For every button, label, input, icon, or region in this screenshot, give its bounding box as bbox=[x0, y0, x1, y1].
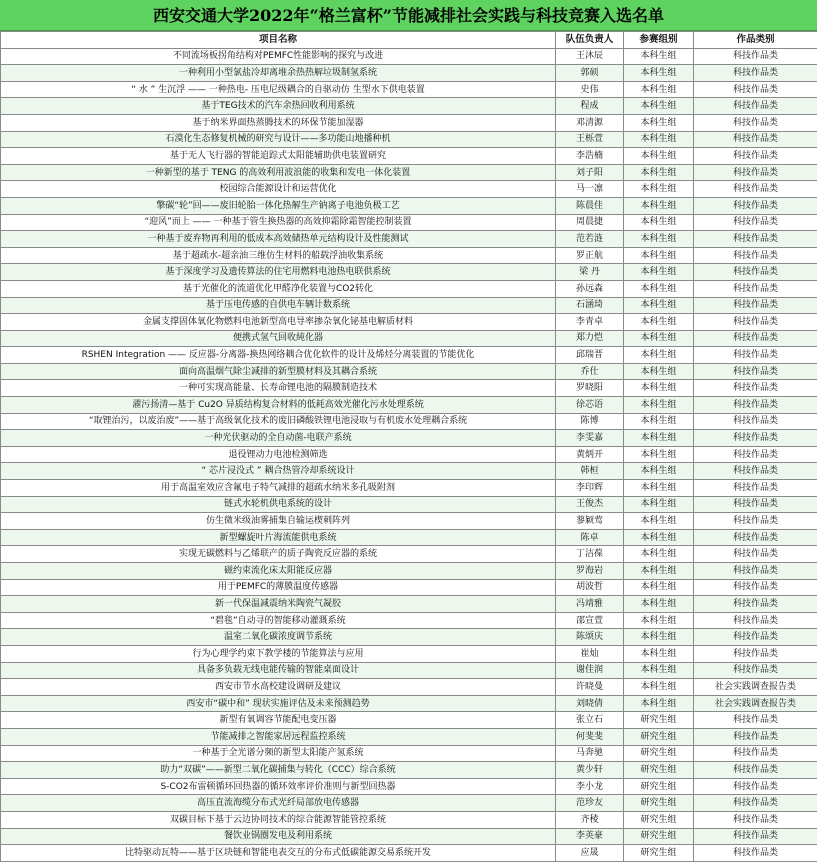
table-row bbox=[1, 463, 817, 480]
group-cell: 本科生组 bbox=[624, 596, 694, 613]
table-row bbox=[1, 563, 817, 580]
project-name-cell: 新一代保温减震纳米陶瓷气凝胶 bbox=[1, 596, 556, 613]
project-name-cell: 西安市节水高校建设调研及建议 bbox=[1, 679, 556, 696]
category-cell: 科技作品类 bbox=[694, 247, 817, 264]
category-cell: 科技作品类 bbox=[694, 413, 817, 430]
group-cell: 研究生组 bbox=[624, 778, 694, 795]
group-cell: 本科生组 bbox=[624, 247, 694, 264]
group-cell: 本科生组 bbox=[624, 380, 694, 397]
category-cell: 科技作品类 bbox=[694, 197, 817, 214]
project-name-cell: “ 芯片浸没式 ” 耦合热管冷却系统设计 bbox=[1, 463, 556, 480]
project-name-cell: 新型有氧调容节能配电变压器 bbox=[1, 712, 556, 729]
category-cell: 科技作品类 bbox=[694, 629, 817, 646]
category-cell: 社会实践调查报告类 bbox=[694, 695, 817, 712]
group-cell: 本科生组 bbox=[624, 330, 694, 347]
group-cell: 本科生组 bbox=[624, 695, 694, 712]
team-leader-cell: 程成 bbox=[556, 98, 624, 115]
category-cell: 科技作品类 bbox=[694, 463, 817, 480]
project-name-cell: 一种基于全光谱分频的新型太阳能产氢系统 bbox=[1, 745, 556, 762]
category-cell: 科技作品类 bbox=[694, 65, 817, 82]
project-name-cell: 具备多负载无线电能传输的智能桌面设计 bbox=[1, 662, 556, 679]
category-cell: 科技作品类 bbox=[694, 596, 817, 613]
category-cell: 科技作品类 bbox=[694, 446, 817, 463]
table-row bbox=[1, 380, 817, 397]
category-cell: 科技作品类 bbox=[694, 314, 817, 331]
team-leader-cell: 李青卓 bbox=[556, 314, 624, 331]
category-cell: 科技作品类 bbox=[694, 330, 817, 347]
project-name-cell: 一种利用小型氯盐冷却离堆余热热解垃圾制氢系统 bbox=[1, 65, 556, 82]
project-name-cell: 不同流场板拐角结构对PEMFC性能影响的探究与改进 bbox=[1, 48, 556, 65]
table-row bbox=[1, 148, 817, 165]
group-cell: 本科生组 bbox=[624, 148, 694, 165]
group-cell: 本科生组 bbox=[624, 231, 694, 248]
project-name-cell: 校园综合能源设计和运营优化 bbox=[1, 181, 556, 198]
project-name-cell: 双碳目标下基于云边协同技术的综合能源智能管控系统 bbox=[1, 811, 556, 828]
category-cell: 科技作品类 bbox=[694, 645, 817, 662]
category-cell: 科技作品类 bbox=[694, 513, 817, 530]
team-leader-cell: 刘子阳 bbox=[556, 164, 624, 181]
table-body bbox=[1, 48, 817, 861]
team-leader-cell: 邱瑞晋 bbox=[556, 347, 624, 364]
category-cell: 科技作品类 bbox=[694, 297, 817, 314]
group-cell: 本科生组 bbox=[624, 513, 694, 530]
table-row bbox=[1, 811, 817, 828]
table-row bbox=[1, 662, 817, 679]
sheet-title: 西安交通大学2022年“格兰富杯”节能减排社会实践与科技竞赛入选名单 bbox=[0, 0, 817, 31]
category-cell: 科技作品类 bbox=[694, 811, 817, 828]
table-row bbox=[1, 297, 817, 314]
category-cell: 科技作品类 bbox=[694, 496, 817, 513]
team-leader-cell: 胡波哲 bbox=[556, 579, 624, 596]
team-leader-cell: 刘晓倩 bbox=[556, 695, 624, 712]
table-row bbox=[1, 81, 817, 98]
group-cell: 本科生组 bbox=[624, 496, 694, 513]
header-category: 作品类别 bbox=[694, 32, 817, 49]
team-leader-cell: 冯靖雅 bbox=[556, 596, 624, 613]
group-cell: 本科生组 bbox=[624, 546, 694, 563]
category-cell: 科技作品类 bbox=[694, 380, 817, 397]
project-name-cell: 温室二氧化碳浓度调节系统 bbox=[1, 629, 556, 646]
team-leader-cell: 罗正航 bbox=[556, 247, 624, 264]
category-cell: 科技作品类 bbox=[694, 762, 817, 779]
category-cell: 科技作品类 bbox=[694, 131, 817, 148]
team-leader-cell: 黄炳开 bbox=[556, 446, 624, 463]
table-row bbox=[1, 231, 817, 248]
project-name-cell: RSHEN Integration —— 反应器-分离器-换热网络耦合优化软件的设计及烯烃分离装置的节能优化 bbox=[1, 347, 556, 364]
table-row bbox=[1, 513, 817, 530]
project-name-cell: 链式水轮机供电系统的设计 bbox=[1, 496, 556, 513]
table-row bbox=[1, 579, 817, 596]
team-leader-cell: 马奔驰 bbox=[556, 745, 624, 762]
table-row bbox=[1, 181, 817, 198]
category-cell: 科技作品类 bbox=[694, 828, 817, 845]
table-row bbox=[1, 314, 817, 331]
team-leader-cell: 李雯嘉 bbox=[556, 430, 624, 447]
project-name-cell: “碧毯”自动寻的智能移动灌溉系统 bbox=[1, 612, 556, 629]
category-cell: 科技作品类 bbox=[694, 347, 817, 364]
project-name-cell: 比特驱动瓦特——基于区块链和智能电表交互的分布式低碳能源交易系统开发 bbox=[1, 845, 556, 862]
group-cell: 本科生组 bbox=[624, 430, 694, 447]
project-name-cell: 磁约束流化床太阳能反应器 bbox=[1, 563, 556, 580]
category-cell: 科技作品类 bbox=[694, 712, 817, 729]
project-name-cell: 基于光催化的流道优化甲醛净化装置与CO2转化 bbox=[1, 280, 556, 297]
header-row bbox=[1, 32, 817, 49]
category-cell: 科技作品类 bbox=[694, 114, 817, 131]
group-cell: 研究生组 bbox=[624, 828, 694, 845]
group-cell: 研究生组 bbox=[624, 728, 694, 745]
team-leader-cell: 李印辉 bbox=[556, 480, 624, 497]
team-leader-cell: 梁 丹 bbox=[556, 264, 624, 281]
project-name-cell: 基于超疏水-超亲油三维仿生材料的船载浮油收集系统 bbox=[1, 247, 556, 264]
team-leader-cell: 齐稜 bbox=[556, 811, 624, 828]
table-row bbox=[1, 845, 817, 862]
group-cell: 本科生组 bbox=[624, 131, 694, 148]
group-cell: 本科生组 bbox=[624, 463, 694, 480]
category-cell: 科技作品类 bbox=[694, 745, 817, 762]
category-cell: 科技作品类 bbox=[694, 845, 817, 862]
team-leader-cell: 郭硕 bbox=[556, 65, 624, 82]
project-name-cell: 基于无人飞行器的智能追踪式太阳能辅助供电装置研究 bbox=[1, 148, 556, 165]
project-name-cell: 基于压电传感的自供电车辆计数系统 bbox=[1, 297, 556, 314]
category-cell: 科技作品类 bbox=[694, 48, 817, 65]
project-name-cell: 石漠化生态修复机械的研究与设计——多功能山地播种机 bbox=[1, 131, 556, 148]
project-name-cell: 一种光伏驱动的全自动菌-电联产系统 bbox=[1, 430, 556, 447]
header-project-name: 项目名称 bbox=[1, 32, 556, 49]
table-row bbox=[1, 480, 817, 497]
table-row bbox=[1, 712, 817, 729]
team-leader-cell: 陈颂庆 bbox=[556, 629, 624, 646]
project-name-cell: 仿生微米级油雾捕集自输运楔刺阵列 bbox=[1, 513, 556, 530]
project-name-cell: 用于高温室效应含氟电子特气减排的超疏水纳米多孔吸附剂 bbox=[1, 480, 556, 497]
team-leader-cell: 孙远森 bbox=[556, 280, 624, 297]
table-row bbox=[1, 745, 817, 762]
table-row bbox=[1, 397, 817, 414]
group-cell: 研究生组 bbox=[624, 795, 694, 812]
table-row bbox=[1, 762, 817, 779]
table-row bbox=[1, 197, 817, 214]
project-name-cell: 助力“双碳”——新型二氧化碳捕集与转化（CCC）综合系统 bbox=[1, 762, 556, 779]
project-name-cell: 面向高温烟气除尘减排的新型膜材料及其耦合系统 bbox=[1, 363, 556, 380]
team-leader-cell: 罗海岩 bbox=[556, 563, 624, 580]
team-leader-cell: 陈晨佳 bbox=[556, 197, 624, 214]
table-row bbox=[1, 347, 817, 364]
category-cell: 科技作品类 bbox=[694, 778, 817, 795]
group-cell: 本科生组 bbox=[624, 446, 694, 463]
team-leader-cell: 周晨捷 bbox=[556, 214, 624, 231]
category-cell: 科技作品类 bbox=[694, 397, 817, 414]
category-cell: 科技作品类 bbox=[694, 98, 817, 115]
project-name-cell: 用于PEMFC的薄膜温度传感器 bbox=[1, 579, 556, 596]
team-leader-cell: 罗晓阳 bbox=[556, 380, 624, 397]
group-cell: 本科生组 bbox=[624, 645, 694, 662]
group-cell: 研究生组 bbox=[624, 745, 694, 762]
team-leader-cell: 范珍友 bbox=[556, 795, 624, 812]
table-row bbox=[1, 629, 817, 646]
table-row bbox=[1, 496, 817, 513]
project-name-cell: 基于深度学习及遗传算法的住宅用燃料电池热电联供系统 bbox=[1, 264, 556, 281]
table-row bbox=[1, 828, 817, 845]
category-cell: 科技作品类 bbox=[694, 662, 817, 679]
team-leader-cell: 陈博 bbox=[556, 413, 624, 430]
category-cell: 科技作品类 bbox=[694, 795, 817, 812]
group-cell: 本科生组 bbox=[624, 48, 694, 65]
team-leader-cell: 马一凛 bbox=[556, 181, 624, 198]
project-name-cell: 高压直流海缆分布式光纤局部放电传感器 bbox=[1, 795, 556, 812]
group-cell: 本科生组 bbox=[624, 679, 694, 696]
table-row bbox=[1, 247, 817, 264]
table-row bbox=[1, 280, 817, 297]
category-cell: 科技作品类 bbox=[694, 164, 817, 181]
team-leader-cell: 许晓曼 bbox=[556, 679, 624, 696]
category-cell: 科技作品类 bbox=[694, 363, 817, 380]
table-row bbox=[1, 114, 817, 131]
team-leader-cell: 谢佳润 bbox=[556, 662, 624, 679]
table-row bbox=[1, 795, 817, 812]
project-name-cell: 一种新型的基于 TENG 的高效利用波浪能的收集和发电一体化装置 bbox=[1, 164, 556, 181]
category-cell: 科技作品类 bbox=[694, 214, 817, 231]
table-row bbox=[1, 264, 817, 281]
category-cell: 科技作品类 bbox=[694, 148, 817, 165]
project-name-cell: 节能减排之智能家居远程监控系统 bbox=[1, 728, 556, 745]
table-row bbox=[1, 65, 817, 82]
results-table bbox=[0, 31, 817, 862]
group-cell: 本科生组 bbox=[624, 280, 694, 297]
project-name-cell: S-CO2布雷顿循环回热器的循环效率评价准则与新型回热器 bbox=[1, 778, 556, 795]
category-cell: 科技作品类 bbox=[694, 529, 817, 546]
team-leader-cell: 邵宣萱 bbox=[556, 612, 624, 629]
team-leader-cell: 王俊杰 bbox=[556, 496, 624, 513]
group-cell: 本科生组 bbox=[624, 363, 694, 380]
team-leader-cell: 何斐斐 bbox=[556, 728, 624, 745]
group-cell: 本科生组 bbox=[624, 629, 694, 646]
team-leader-cell: 邓清源 bbox=[556, 114, 624, 131]
group-cell: 本科生组 bbox=[624, 214, 694, 231]
table-row bbox=[1, 430, 817, 447]
team-leader-cell: 乔仕 bbox=[556, 363, 624, 380]
project-name-cell: “取锂治污，以废治废”——基于高级氧化技术的废旧磷酸铁锂电池浸取与有机废水处理耦合系统 bbox=[1, 413, 556, 430]
category-cell: 科技作品类 bbox=[694, 231, 817, 248]
team-leader-cell: 史伟 bbox=[556, 81, 624, 98]
table-row bbox=[1, 546, 817, 563]
category-cell: 科技作品类 bbox=[694, 612, 817, 629]
team-leader-cell: 李浩楠 bbox=[556, 148, 624, 165]
team-leader-cell: 陈卓 bbox=[556, 529, 624, 546]
project-name-cell: 基于TEG技术的汽车余热回收利用系统 bbox=[1, 98, 556, 115]
team-leader-cell: 崔灿 bbox=[556, 645, 624, 662]
group-cell: 本科生组 bbox=[624, 529, 694, 546]
group-cell: 本科生组 bbox=[624, 114, 694, 131]
table-row bbox=[1, 778, 817, 795]
team-leader-cell: 王沐辰 bbox=[556, 48, 624, 65]
table-row bbox=[1, 98, 817, 115]
category-cell: 科技作品类 bbox=[694, 563, 817, 580]
group-cell: 本科生组 bbox=[624, 579, 694, 596]
group-cell: 本科生组 bbox=[624, 397, 694, 414]
category-cell: 科技作品类 bbox=[694, 280, 817, 297]
group-cell: 本科生组 bbox=[624, 65, 694, 82]
group-cell: 研究生组 bbox=[624, 712, 694, 729]
project-name-cell: 行为心理学约束下教学楼的节能算法与应用 bbox=[1, 645, 556, 662]
project-name-cell: 便携式氢气回收純化器 bbox=[1, 330, 556, 347]
category-cell: 科技作品类 bbox=[694, 264, 817, 281]
project-name-cell: 一种可实现高能量、长寿命锂电池的隔膜制造技术 bbox=[1, 380, 556, 397]
project-name-cell: 濯污扬清—基于 Cu2O 异质结构复合材料的低耗高效光催化污水处理系统 bbox=[1, 397, 556, 414]
team-leader-cell: 李英豪 bbox=[556, 828, 624, 845]
group-cell: 研究生组 bbox=[624, 762, 694, 779]
table-row bbox=[1, 363, 817, 380]
table-row bbox=[1, 131, 817, 148]
group-cell: 本科生组 bbox=[624, 164, 694, 181]
group-cell: 本科生组 bbox=[624, 81, 694, 98]
team-leader-cell: 王栎萱 bbox=[556, 131, 624, 148]
group-cell: 本科生组 bbox=[624, 314, 694, 331]
table-row bbox=[1, 529, 817, 546]
project-name-cell: 金属支撑固体氧化物燃料电池新型高电导率掺杂氧化铋基电解质材料 bbox=[1, 314, 556, 331]
project-name-cell: “ 水 ” 生沉浮 —— 一种热电- 压电尼级耦合的自驱动仿 生型水下供电装置 bbox=[1, 81, 556, 98]
project-name-cell: 实现无碳燃料与乙烯联产的质子陶瓷反应器的系统 bbox=[1, 546, 556, 563]
group-cell: 本科生组 bbox=[624, 413, 694, 430]
group-cell: 本科生组 bbox=[624, 347, 694, 364]
project-name-cell: 西安市“碳中和” 现状实施评估及未来预测趋势 bbox=[1, 695, 556, 712]
team-leader-cell: 石涵琦 bbox=[556, 297, 624, 314]
table-row bbox=[1, 728, 817, 745]
group-cell: 本科生组 bbox=[624, 197, 694, 214]
team-leader-cell: 李小龙 bbox=[556, 778, 624, 795]
table-row bbox=[1, 645, 817, 662]
category-cell: 社会实践调查报告类 bbox=[694, 679, 817, 696]
group-cell: 本科生组 bbox=[624, 480, 694, 497]
table-row bbox=[1, 164, 817, 181]
table-row bbox=[1, 695, 817, 712]
table-row bbox=[1, 48, 817, 65]
project-name-cell: 新型螺旋叶片海流能供电系统 bbox=[1, 529, 556, 546]
category-cell: 科技作品类 bbox=[694, 181, 817, 198]
table-row bbox=[1, 612, 817, 629]
project-name-cell: “迎风”而上 —— 一种基于管生换热器的高效抑霜除霜智能控制装置 bbox=[1, 214, 556, 231]
category-cell: 科技作品类 bbox=[694, 728, 817, 745]
header-group: 参赛组别 bbox=[624, 32, 694, 49]
team-leader-cell: 张立石 bbox=[556, 712, 624, 729]
project-name-cell: 擎碳“轮”回——废旧轮胎一体化热解生产钠离子电池负极工艺 bbox=[1, 197, 556, 214]
team-leader-cell: 徐芯语 bbox=[556, 397, 624, 414]
project-name-cell: 基于纳米界面热蒸腾技术的环保节能加湿器 bbox=[1, 114, 556, 131]
group-cell: 本科生组 bbox=[624, 662, 694, 679]
category-cell: 科技作品类 bbox=[694, 579, 817, 596]
group-cell: 本科生组 bbox=[624, 297, 694, 314]
group-cell: 本科生组 bbox=[624, 612, 694, 629]
table-row bbox=[1, 446, 817, 463]
category-cell: 科技作品类 bbox=[694, 430, 817, 447]
team-leader-cell: 韩桓 bbox=[556, 463, 624, 480]
group-cell: 研究生组 bbox=[624, 845, 694, 862]
table-row bbox=[1, 679, 817, 696]
header-team-leader: 队伍负责人 bbox=[556, 32, 624, 49]
group-cell: 本科生组 bbox=[624, 264, 694, 281]
category-cell: 科技作品类 bbox=[694, 546, 817, 563]
table-row bbox=[1, 214, 817, 231]
project-name-cell: 一种基于废弃物再利用的低成本高效储热单元结构设计及性能测试 bbox=[1, 231, 556, 248]
group-cell: 研究生组 bbox=[624, 811, 694, 828]
team-leader-cell: 应晟 bbox=[556, 845, 624, 862]
team-leader-cell: 丁洁葆 bbox=[556, 546, 624, 563]
team-leader-cell: 范若涟 bbox=[556, 231, 624, 248]
table-row bbox=[1, 413, 817, 430]
team-leader-cell: 郑力恺 bbox=[556, 330, 624, 347]
project-name-cell: 餐饮业锅圈发电及利用系统 bbox=[1, 828, 556, 845]
project-name-cell: 退役锂动力电池检测筛选 bbox=[1, 446, 556, 463]
table-row bbox=[1, 596, 817, 613]
table-row bbox=[1, 330, 817, 347]
team-leader-cell: 黄少轩 bbox=[556, 762, 624, 779]
category-cell: 科技作品类 bbox=[694, 81, 817, 98]
team-leader-cell: 蓼颖莺 bbox=[556, 513, 624, 530]
group-cell: 本科生组 bbox=[624, 181, 694, 198]
group-cell: 本科生组 bbox=[624, 98, 694, 115]
group-cell: 本科生组 bbox=[624, 563, 694, 580]
category-cell: 科技作品类 bbox=[694, 480, 817, 497]
